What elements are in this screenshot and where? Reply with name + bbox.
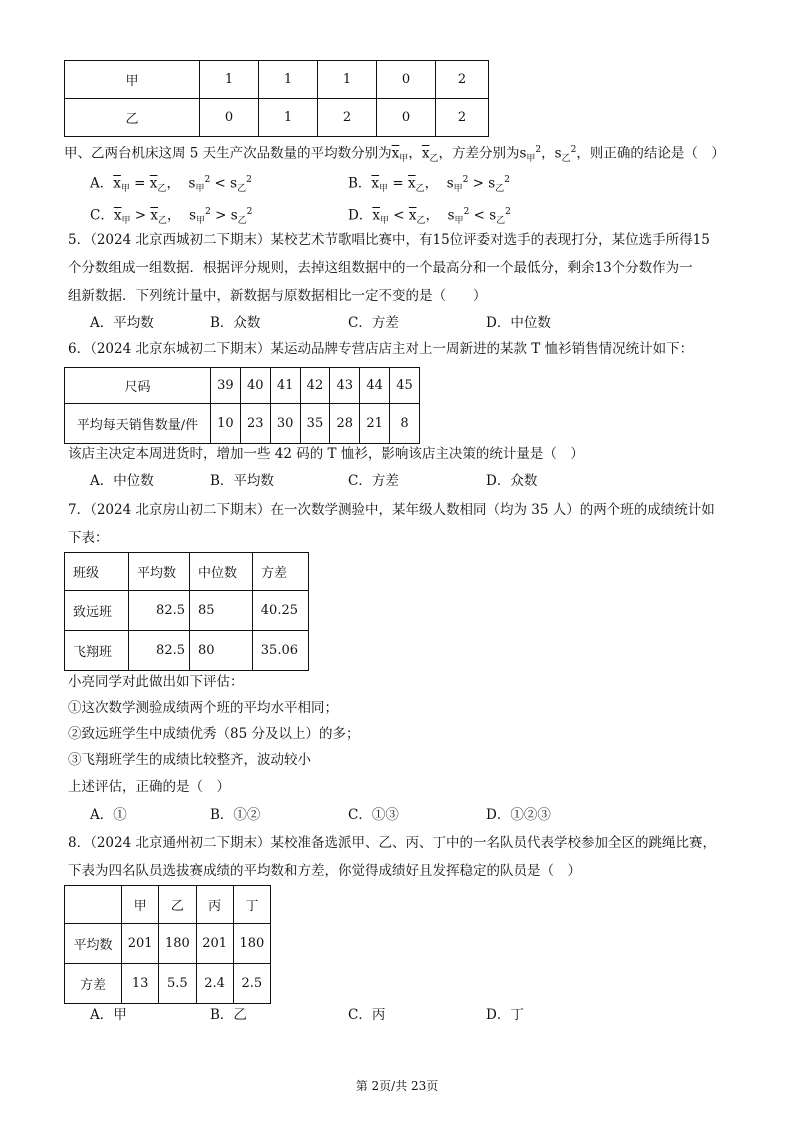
sub-yi: 乙 — [495, 184, 505, 195]
xbar: $\overline{x}$ — [113, 175, 121, 192]
xbar: $\overline{x}$ — [371, 175, 380, 192]
xbar: $\overline{x}$ — [150, 207, 159, 224]
table-header: 班级 — [65, 553, 129, 591]
q6-after: 该店主决定本周进货时，增加一些 42 码的 T 恤衫，影响该店主决策的统计量是（ ） — [68, 446, 584, 462]
table-cell: 82.5 — [129, 591, 190, 631]
sep: ， — [166, 175, 180, 192]
xbar: $\overline{x}$ — [407, 175, 416, 192]
opt-letter: A． — [90, 175, 114, 192]
q4-stem-c: ，则正确的结论是（ ） — [576, 145, 725, 162]
q7-ask: 上述评估，正确的是（ ） — [68, 779, 230, 795]
q6-option-c[interactable]: C．方差 — [348, 473, 399, 489]
rel: < — [388, 207, 409, 224]
table-cell: 43 — [330, 368, 360, 404]
rel: > — [468, 175, 489, 192]
xbar: $\overline{x}$ — [391, 145, 400, 162]
sub-jia: 甲 — [196, 216, 206, 227]
table-cell: 8 — [390, 404, 420, 444]
q7-line-1: 7．（2024 北京房山初二下期末）在一次数学测验中，某年级人数相同（均为 35 人）的两个班的成绩统计如 — [68, 502, 715, 518]
q7-item-1: ①这次数学测验成绩两个班的平均水平相同； — [68, 700, 338, 716]
table-cell: 2 — [318, 99, 377, 137]
table-cell: 2 — [436, 61, 489, 99]
q7-eval-intro: 小亮同学对此做出如下评估： — [68, 674, 244, 690]
table-cell: 201 — [196, 924, 233, 964]
q8-option-d[interactable]: D．丁 — [486, 1007, 524, 1023]
sub-jia: 甲 — [379, 184, 389, 195]
sub-yi: 乙 — [237, 216, 247, 227]
table-cell: 21 — [360, 404, 390, 444]
xbar: $\overline{x}$ — [421, 145, 430, 162]
q5-option-a[interactable]: A．平均数 — [90, 315, 154, 331]
table-cell: 45 — [390, 368, 420, 404]
sep: ， — [425, 207, 440, 224]
table-cell: 致远班 — [65, 591, 129, 631]
row-label-yi: 乙 — [65, 99, 200, 137]
q7-option-c[interactable]: C．①③ — [348, 807, 399, 823]
xbar: $\overline{x}$ — [372, 207, 380, 224]
table-header: 中位数 — [190, 553, 253, 591]
s-var: s — [489, 207, 497, 224]
s-var: s — [488, 175, 496, 192]
q7-option-b[interactable]: B．①② — [210, 807, 261, 823]
q4-option-c[interactable] — [90, 202, 252, 231]
q7-item-2: ②致远班学生中成绩优秀（85 分及以上）的多； — [68, 726, 360, 742]
sup-2: 2 — [505, 207, 511, 217]
rel: = — [129, 175, 150, 192]
s-var: s — [189, 207, 197, 224]
rel: < — [469, 207, 490, 224]
table-cell: 28 — [330, 404, 360, 444]
table-cell: 13 — [122, 964, 159, 1004]
sup-2: 2 — [246, 175, 252, 185]
table-cell: 41 — [270, 368, 300, 404]
q6-size-table — [64, 367, 420, 444]
sub-jia: 甲 — [453, 184, 463, 195]
q6-option-b[interactable]: B．平均数 — [210, 473, 274, 489]
table-cell: 飞翔班 — [65, 631, 129, 671]
q6-header-size: 尺码 — [65, 368, 211, 404]
table-cell: 80 — [190, 631, 253, 671]
sep: ， — [408, 145, 422, 162]
sub-yi: 乙 — [157, 184, 167, 195]
q4-stem-b: ，方差分别为 — [438, 145, 520, 162]
table-header: 甲 — [122, 886, 159, 924]
q5-option-d[interactable]: D．中位数 — [486, 315, 551, 331]
sup-2: 2 — [246, 207, 253, 217]
q5-option-c[interactable]: C．方差 — [348, 315, 399, 331]
opt-letter: B． — [348, 175, 372, 192]
table-cell: 1 — [259, 61, 318, 99]
sep: ， — [541, 145, 555, 162]
q6-header-count: 平均每天销售数量/件 — [65, 404, 211, 444]
q8-option-b[interactable]: B．乙 — [210, 1007, 247, 1023]
q8-line-2: 下表为四名队员选拔赛成绩的平均数和方差，你觉得成绩好且发挥稳定的队员是（ ） — [68, 863, 581, 879]
sup-2: 2 — [535, 145, 542, 155]
sub-jia: 甲 — [120, 184, 130, 195]
sup-2: 2 — [463, 207, 470, 217]
q4-option-d[interactable] — [348, 202, 511, 231]
s-var: s — [230, 207, 238, 224]
sub-yi: 乙 — [496, 216, 506, 227]
sub-jia: 甲 — [454, 216, 464, 227]
rel: = — [388, 175, 408, 192]
table-cell: 23 — [240, 404, 270, 444]
sep: ， — [424, 175, 439, 192]
table-cell: 1 — [259, 99, 318, 137]
sup-2: 2 — [504, 175, 510, 185]
table-cell: 10 — [211, 404, 241, 444]
sub-jia: 甲 — [379, 216, 389, 227]
q7-line-2: 下表： — [68, 530, 109, 546]
table-cell: 0 — [377, 61, 436, 99]
table-cell: 2.4 — [196, 964, 233, 1004]
sep: ， — [167, 207, 181, 224]
q6-option-a[interactable]: A．中位数 — [90, 473, 154, 489]
sup-2: 2 — [205, 207, 211, 217]
s-var: s — [554, 145, 562, 162]
sub-yi: 乙 — [561, 154, 571, 165]
q5-line-3: 组新数据．下列统计量中，新数据与原数据相比一定不变的是（ ） — [68, 288, 487, 304]
opt-letter: D． — [348, 207, 373, 224]
table-header: 平均数 — [129, 553, 190, 591]
xbar: $\overline{x}$ — [113, 207, 122, 224]
table-cell: 35 — [300, 404, 330, 444]
table-cell: 82.5 — [129, 631, 190, 671]
xbar: $\overline{x}$ — [408, 207, 417, 224]
sup-2: 2 — [204, 175, 211, 185]
table-cell: 39 — [211, 368, 241, 404]
table-cell: 0 — [200, 99, 259, 137]
q7-option-a[interactable]: A．① — [90, 807, 127, 823]
s-var: s — [446, 175, 454, 192]
rel: < — [210, 175, 231, 192]
q6-stem: 6．（2024 北京东城初二下期末）某运动品牌专营店店主对上一周新进的某款 T 恤衫销售情况统计如下： — [68, 341, 694, 357]
q5-line-2: 个分数组成一组数据．根据评分规则，去掉这组数据中的一个最高分和一个最低分，剩余13个分数作为一 — [68, 260, 693, 276]
opt-letter: C． — [90, 207, 114, 224]
sub-jia: 甲 — [121, 216, 131, 227]
table-cell: 0 — [377, 99, 436, 137]
q4-option-b[interactable] — [348, 170, 510, 199]
sup-2: 2 — [462, 175, 469, 185]
sub-jia: 甲 — [195, 184, 205, 195]
q7-option-d[interactable]: D．①②③ — [486, 807, 551, 823]
table-cell: 1 — [200, 61, 259, 99]
table-cell: 2.5 — [233, 964, 270, 1004]
table-cell: 1 — [318, 61, 377, 99]
q8-player-table — [64, 885, 271, 1004]
q4-stem-a: 甲、乙两台机床这周 5 天生产次品数量的平均数分别为 — [64, 145, 392, 162]
table-header: 乙 — [159, 886, 196, 924]
table-cell: 40 — [240, 368, 270, 404]
q5-option-b[interactable]: B．众数 — [210, 315, 261, 331]
rel: > — [130, 207, 151, 224]
table-header: 丙 — [196, 886, 233, 924]
sub-jia: 甲 — [526, 154, 536, 165]
table-cell: 30 — [270, 404, 300, 444]
q4-stem — [64, 140, 725, 169]
top-data-table — [64, 60, 489, 137]
table-cell: 方差 — [65, 964, 122, 1004]
q4-option-a[interactable] — [90, 170, 252, 199]
q7-item-3: ③飞翔班学生的成绩比较整齐，波动较小 — [68, 752, 311, 768]
sub-yi: 乙 — [429, 154, 439, 165]
page-footer: 第 2页/共 23页 — [355, 1079, 439, 1093]
table-cell: 44 — [360, 368, 390, 404]
table-cell: 201 — [122, 924, 159, 964]
sub-yi: 乙 — [416, 216, 426, 227]
xbar: $\overline{x}$ — [149, 175, 158, 192]
table-cell: 平均数 — [65, 924, 122, 964]
sup-2: 2 — [570, 145, 577, 155]
q7-class-table — [64, 552, 309, 671]
s-var: s — [188, 175, 196, 192]
sub-yi: 乙 — [158, 216, 168, 227]
q5-line-1: 5．（2024 北京西城初二下期末）某校艺术节歌唱比赛中，有15位评委对选手的表现打分，某位选手所得15 — [68, 232, 710, 248]
rel: > — [210, 207, 231, 224]
table-cell: 180 — [233, 924, 270, 964]
table-cell: 35.06 — [253, 631, 309, 671]
row-label-jia: 甲 — [65, 61, 200, 99]
table-cell: 5.5 — [159, 964, 196, 1004]
sub-yi: 乙 — [415, 184, 425, 195]
q8-option-c[interactable]: C．丙 — [348, 1007, 386, 1023]
table-cell: 180 — [159, 924, 196, 964]
table-header: 丁 — [233, 886, 270, 924]
q6-option-d[interactable]: D．众数 — [486, 473, 538, 489]
table-header — [65, 886, 122, 924]
table-cell: 40.25 — [253, 591, 309, 631]
s-var: s — [230, 175, 238, 192]
s-var: s — [447, 207, 455, 224]
sub-yi: 乙 — [237, 184, 247, 195]
q8-line-1: 8．（2024 北京通州初二下期末）某校准备选派甲、乙、丙、丁中的一名队员代表学校参加全区的跳绳比赛， — [68, 835, 716, 851]
table-cell: 42 — [300, 368, 330, 404]
table-cell: 2 — [436, 99, 489, 137]
table-header: 方差 — [253, 553, 309, 591]
table-cell: 85 — [190, 591, 253, 631]
q8-option-a[interactable]: A．甲 — [90, 1007, 127, 1023]
s-var: s — [519, 145, 527, 162]
sub-jia: 甲 — [399, 154, 409, 165]
